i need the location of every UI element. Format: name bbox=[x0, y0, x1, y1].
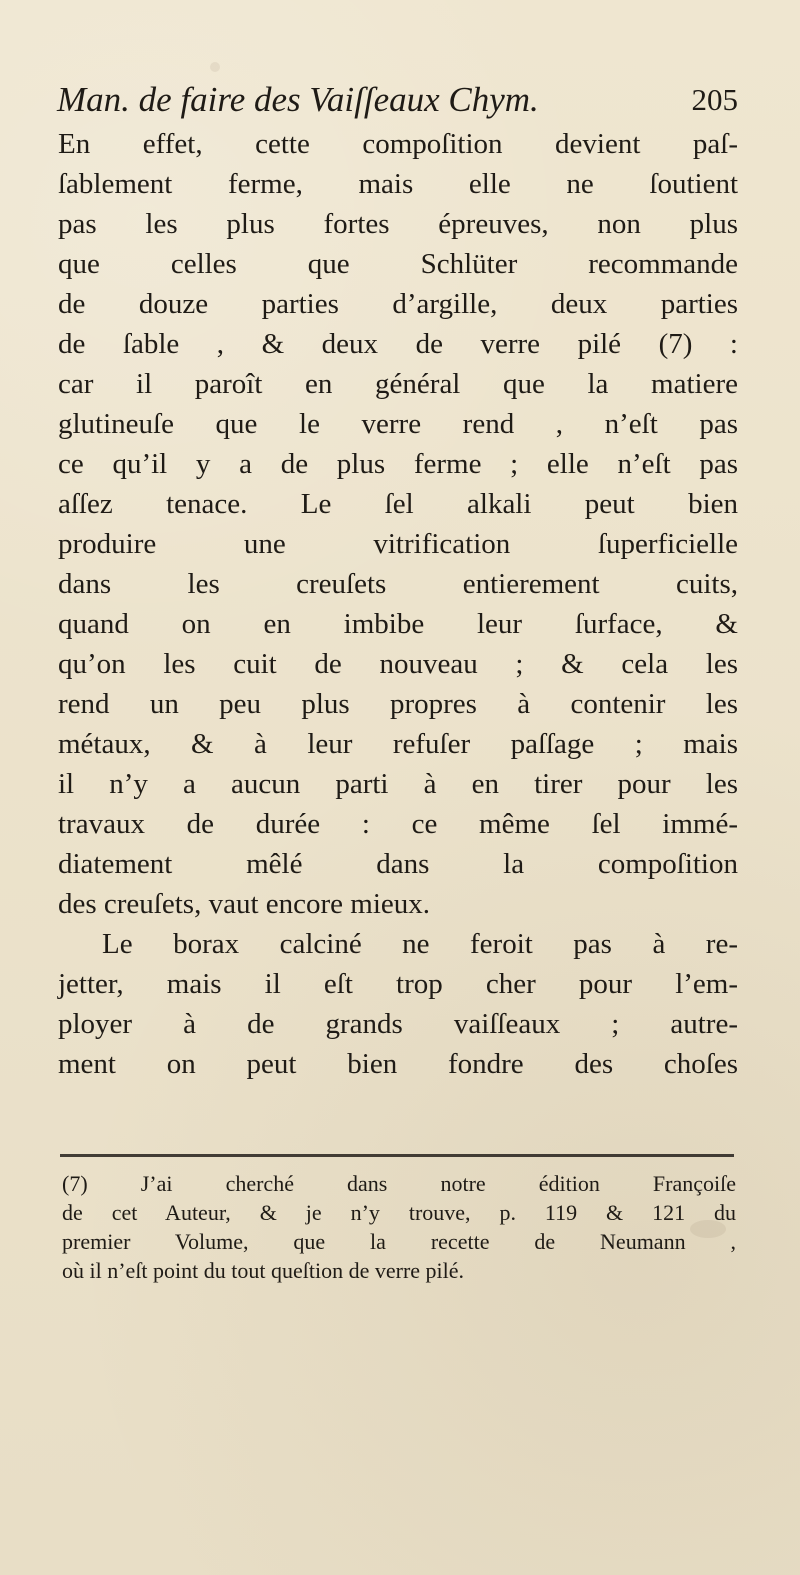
text-line: ployer à de grands vaiſſeaux ; autre- bbox=[58, 1008, 738, 1040]
text-line: aſſez tenace. Le ſel alkali peut bien bbox=[58, 488, 738, 520]
text-line: qu’on les cuit de nouveau ; & cela les bbox=[58, 648, 738, 680]
text-line: quand on en imbibe leur ſurface, & bbox=[58, 608, 738, 640]
text-line: que celles que Schlüter recommande bbox=[58, 248, 738, 280]
text-line: rend un peu plus propres à contenir les bbox=[58, 688, 738, 720]
running-title: Man. de faire des Vaiſſeaux Chym. bbox=[57, 80, 539, 119]
main-text bbox=[58, 122, 738, 1122]
text-line: produire une vitrification ſuperficielle bbox=[58, 528, 738, 560]
footnote-separator bbox=[60, 1154, 734, 1157]
text-line: ment on peut bien fondre des choſes bbox=[58, 1048, 738, 1080]
text-line: de ſable , & deux de verre pilé (7) : bbox=[58, 328, 738, 360]
text-line: métaux, & à leur refuſer paſſage ; mais bbox=[58, 728, 738, 760]
text-line: il n’y a aucun parti à en tirer pour les bbox=[58, 768, 738, 800]
text-line: En effet, cette compoſition devient paſ- bbox=[58, 128, 738, 160]
footnote-line: (7) J’ai cherché dans notre édition Françoiſe bbox=[62, 1171, 736, 1196]
paper-stain bbox=[210, 62, 220, 72]
footnote-line: où il n’eſt point du tout queſtion de verre pilé. bbox=[62, 1258, 465, 1283]
text-line: car il paroît en général que la matiere bbox=[58, 368, 738, 400]
footnote-line: premier Volume, que la recette de Neumann , bbox=[62, 1229, 736, 1254]
text-line: jetter, mais il eſt trop cher pour l’em- bbox=[58, 968, 738, 1000]
page-number: 205 bbox=[691, 82, 738, 117]
text-line: ce qu’il y a de plus ferme ; elle n’eſt pas bbox=[58, 448, 738, 480]
footnote bbox=[62, 1169, 736, 1339]
text-line: glutineuſe que le verre rend , n’eſt pas bbox=[58, 408, 738, 440]
text-line: travaux de durée : ce même ſel immé- bbox=[58, 808, 738, 840]
footnote-line: de cet Auteur, & je n’y trouve, p. 119 & 121 du bbox=[62, 1200, 736, 1225]
paragraph-end-line: des creuſets, vaut encore mieux. bbox=[58, 888, 431, 920]
text-line: pas les plus fortes épreuves, non plus bbox=[58, 208, 738, 240]
text-line: de douze parties d’argille, deux parties bbox=[58, 288, 738, 320]
indented-text-line: Le borax calciné ne feroit pas à re- bbox=[102, 928, 738, 960]
text-line: dans les creuſets entierement cuits, bbox=[58, 568, 738, 600]
text-line: ſablement ferme, mais elle ne ſoutient bbox=[58, 168, 738, 200]
text-line: diatement mêlé dans la compoſition bbox=[58, 848, 738, 880]
